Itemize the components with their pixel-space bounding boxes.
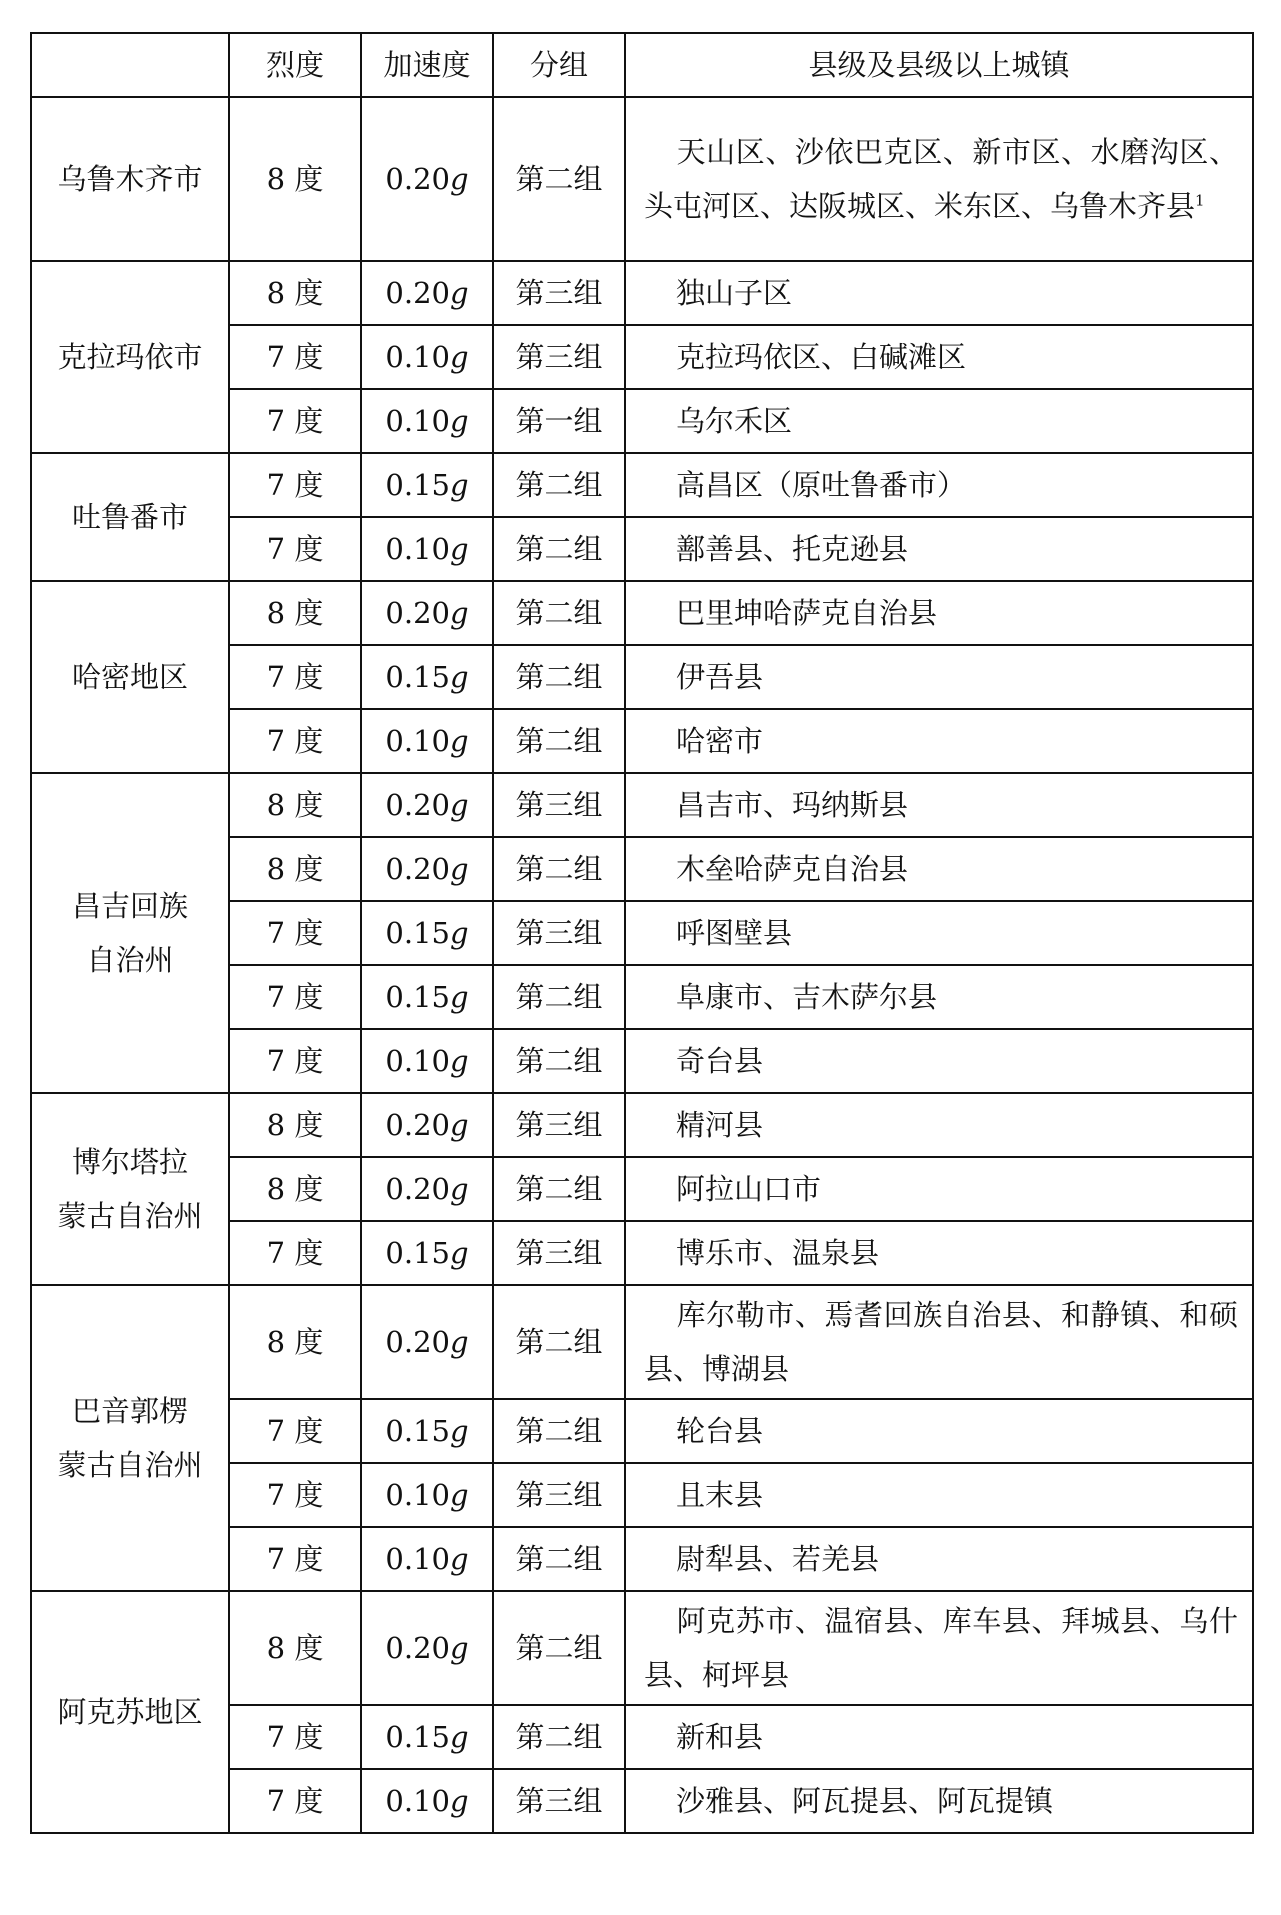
acceleration-cell — [361, 1221, 493, 1285]
region-name-line: 巴音郭楞 — [71, 1394, 188, 1428]
group-cell: 第二组 — [493, 1705, 625, 1769]
towns-text: 独山子区 — [676, 276, 793, 310]
group-cell: 第二组 — [493, 1285, 625, 1399]
acceleration-unit: g — [450, 660, 469, 694]
towns-cell — [625, 901, 1253, 965]
acceleration-value: 0.10 — [385, 1784, 450, 1818]
acceleration-value: 0.15 — [385, 1414, 450, 1448]
acceleration-unit: g — [450, 724, 469, 758]
table-row — [31, 773, 1253, 837]
towns-cell — [625, 1769, 1253, 1833]
towns-text: 博乐市、温泉县 — [676, 1236, 880, 1270]
header-region — [31, 33, 229, 97]
towns-cell — [625, 1399, 1253, 1463]
towns-text: 阿克苏市、温宿县、库车县、拜城县、乌什县、柯坪县 — [644, 1604, 1238, 1692]
region-name-line: 自治州 — [86, 943, 174, 977]
acceleration-cell — [361, 325, 493, 389]
intensity-cell: 8 度 — [229, 97, 361, 261]
towns-cell — [625, 581, 1253, 645]
towns-cell — [625, 261, 1253, 325]
acceleration-value: 0.10 — [385, 1044, 450, 1078]
acceleration-cell — [361, 709, 493, 773]
towns-cell — [625, 773, 1253, 837]
towns-text: 昌吉市、玛纳斯县 — [676, 788, 909, 822]
group-cell: 第二组 — [493, 1527, 625, 1591]
region-cell — [31, 261, 229, 453]
acceleration-cell — [361, 389, 493, 453]
intensity-cell: 7 度 — [229, 1769, 361, 1833]
acceleration-cell — [361, 1093, 493, 1157]
acceleration-unit: g — [450, 916, 469, 950]
acceleration-value: 0.10 — [385, 1542, 450, 1576]
acceleration-value: 0.15 — [385, 980, 450, 1014]
acceleration-value: 0.10 — [385, 404, 450, 438]
group-cell: 第二组 — [493, 1157, 625, 1221]
towns-cell — [625, 965, 1253, 1029]
towns-cell — [625, 1463, 1253, 1527]
acceleration-value: 0.20 — [385, 1108, 450, 1142]
towns-text: 乌尔禾区 — [676, 404, 793, 438]
towns-cell — [625, 453, 1253, 517]
acceleration-cell — [361, 1591, 493, 1705]
acceleration-cell — [361, 517, 493, 581]
table-body — [31, 97, 1253, 1833]
header-acceleration: 加速度 — [361, 33, 493, 97]
intensity-cell: 8 度 — [229, 773, 361, 837]
towns-text: 尉犁县、若羌县 — [676, 1542, 880, 1576]
header-row — [31, 33, 1253, 97]
acceleration-cell — [361, 1157, 493, 1221]
group-cell: 第二组 — [493, 709, 625, 773]
acceleration-cell — [361, 901, 493, 965]
towns-cell — [625, 1527, 1253, 1591]
group-cell: 第三组 — [493, 1221, 625, 1285]
intensity-cell: 8 度 — [229, 837, 361, 901]
table-row — [31, 453, 1253, 517]
acceleration-value: 0.15 — [385, 468, 450, 502]
towns-text: 新和县 — [676, 1720, 764, 1754]
acceleration-unit: g — [450, 852, 469, 886]
group-cell: 第二组 — [493, 453, 625, 517]
acceleration-cell — [361, 1463, 493, 1527]
acceleration-value: 0.20 — [385, 788, 450, 822]
towns-text: 轮台县 — [676, 1414, 764, 1448]
acceleration-unit: g — [450, 404, 469, 438]
intensity-cell: 7 度 — [229, 1399, 361, 1463]
intensity-cell: 7 度 — [229, 453, 361, 517]
table-row — [31, 1093, 1253, 1157]
acceleration-unit: g — [450, 468, 469, 502]
towns-cell — [625, 1285, 1253, 1399]
towns-cell — [625, 1591, 1253, 1705]
acceleration-unit: g — [450, 788, 469, 822]
intensity-cell: 7 度 — [229, 901, 361, 965]
towns-cell — [625, 97, 1253, 261]
towns-cell — [625, 709, 1253, 773]
intensity-cell: 7 度 — [229, 965, 361, 1029]
region-name: 阿克苏地区 — [57, 1695, 203, 1729]
acceleration-unit: g — [450, 1172, 469, 1206]
towns-text: 且末县 — [676, 1478, 764, 1512]
towns-cell — [625, 389, 1253, 453]
towns-cell — [625, 1093, 1253, 1157]
acceleration-cell — [361, 1285, 493, 1399]
acceleration-cell — [361, 837, 493, 901]
acceleration-cell — [361, 261, 493, 325]
acceleration-cell — [361, 581, 493, 645]
acceleration-cell — [361, 97, 493, 261]
acceleration-value: 0.20 — [385, 1172, 450, 1206]
acceleration-unit: g — [450, 980, 469, 1014]
region-name-line: 昌吉回族 — [71, 889, 188, 923]
towns-cell — [625, 325, 1253, 389]
acceleration-cell — [361, 645, 493, 709]
towns-cell — [625, 837, 1253, 901]
region-name-line: 博尔塔拉 — [71, 1145, 188, 1179]
table-row — [31, 1285, 1253, 1399]
acceleration-unit: g — [450, 1631, 469, 1665]
seismic-zoning-table — [30, 32, 1254, 1834]
intensity-cell: 8 度 — [229, 581, 361, 645]
acceleration-unit: g — [450, 1108, 469, 1142]
table-row — [31, 581, 1253, 645]
towns-text: 呼图壁县 — [676, 916, 793, 950]
acceleration-cell — [361, 1705, 493, 1769]
footnote-marker: 1 — [1195, 191, 1205, 210]
group-cell: 第二组 — [493, 97, 625, 261]
group-cell: 第二组 — [493, 837, 625, 901]
towns-text: 哈密市 — [676, 724, 764, 758]
acceleration-value: 0.20 — [385, 162, 450, 196]
group-cell: 第二组 — [493, 645, 625, 709]
acceleration-cell — [361, 965, 493, 1029]
acceleration-value: 0.10 — [385, 724, 450, 758]
acceleration-value: 0.20 — [385, 1631, 450, 1665]
towns-text: 天山区、沙依巴克区、新市区、水磨沟区、头屯河区、达阪城区、米东区、乌鲁木齐县 — [644, 135, 1238, 223]
header-intensity: 烈度 — [229, 33, 361, 97]
acceleration-value: 0.20 — [385, 596, 450, 630]
intensity-cell: 8 度 — [229, 1591, 361, 1705]
group-cell: 第三组 — [493, 1769, 625, 1833]
table-row — [31, 97, 1253, 261]
region-cell — [31, 773, 229, 1093]
towns-cell — [625, 517, 1253, 581]
group-cell: 第一组 — [493, 389, 625, 453]
intensity-cell: 7 度 — [229, 1705, 361, 1769]
group-cell: 第二组 — [493, 965, 625, 1029]
towns-text: 高昌区（原吐鲁番市） — [676, 468, 967, 502]
group-cell: 第二组 — [493, 517, 625, 581]
region-cell — [31, 1093, 229, 1285]
group-cell: 第三组 — [493, 1093, 625, 1157]
group-cell: 第三组 — [493, 261, 625, 325]
acceleration-cell — [361, 773, 493, 837]
header-towns: 县级及县级以上城镇 — [625, 33, 1253, 97]
acceleration-unit: g — [450, 1784, 469, 1818]
acceleration-value: 0.15 — [385, 660, 450, 694]
acceleration-value: 0.20 — [385, 1325, 450, 1359]
group-cell: 第三组 — [493, 1463, 625, 1527]
region-name: 乌鲁木齐市 — [57, 162, 203, 196]
group-cell: 第二组 — [493, 1029, 625, 1093]
group-cell: 第二组 — [493, 1591, 625, 1705]
region-name-line: 蒙古自治州 — [57, 1448, 203, 1482]
towns-cell — [625, 645, 1253, 709]
towns-text: 沙雅县、阿瓦提县、阿瓦提镇 — [676, 1784, 1054, 1818]
intensity-cell: 7 度 — [229, 325, 361, 389]
towns-cell — [625, 1029, 1253, 1093]
acceleration-cell — [361, 1769, 493, 1833]
towns-text: 精河县 — [676, 1108, 764, 1142]
acceleration-value: 0.15 — [385, 916, 450, 950]
acceleration-unit: g — [450, 1720, 469, 1754]
towns-text: 阿拉山口市 — [676, 1172, 822, 1206]
table-row — [31, 1591, 1253, 1705]
acceleration-unit: g — [450, 1414, 469, 1448]
intensity-cell: 8 度 — [229, 1285, 361, 1399]
acceleration-value: 0.15 — [385, 1236, 450, 1270]
intensity-cell: 7 度 — [229, 1221, 361, 1285]
towns-cell — [625, 1705, 1253, 1769]
acceleration-value: 0.10 — [385, 532, 450, 566]
intensity-cell: 8 度 — [229, 1093, 361, 1157]
acceleration-value: 0.10 — [385, 1478, 450, 1512]
intensity-cell: 7 度 — [229, 1463, 361, 1527]
acceleration-value: 0.10 — [385, 340, 450, 374]
intensity-cell: 8 度 — [229, 1157, 361, 1221]
intensity-cell: 7 度 — [229, 1029, 361, 1093]
acceleration-unit: g — [450, 162, 469, 196]
towns-text: 伊吾县 — [676, 660, 764, 694]
group-cell: 第三组 — [493, 325, 625, 389]
towns-text: 克拉玛依区、白碱滩区 — [676, 340, 967, 374]
acceleration-unit: g — [450, 596, 469, 630]
intensity-cell: 7 度 — [229, 1527, 361, 1591]
intensity-cell: 7 度 — [229, 709, 361, 773]
acceleration-unit: g — [450, 276, 469, 310]
towns-text: 阜康市、吉木萨尔县 — [676, 980, 938, 1014]
acceleration-unit: g — [450, 1044, 469, 1078]
towns-text: 木垒哈萨克自治县 — [676, 852, 909, 886]
towns-cell — [625, 1221, 1253, 1285]
region-cell — [31, 453, 229, 581]
intensity-cell: 7 度 — [229, 645, 361, 709]
region-cell — [31, 97, 229, 261]
table-row — [31, 261, 1253, 325]
towns-cell — [625, 1157, 1253, 1221]
intensity-cell: 8 度 — [229, 261, 361, 325]
towns-text: 奇台县 — [676, 1044, 764, 1078]
acceleration-unit: g — [450, 1325, 469, 1359]
acceleration-unit: g — [450, 340, 469, 374]
acceleration-unit: g — [450, 1478, 469, 1512]
acceleration-value: 0.20 — [385, 852, 450, 886]
region-cell — [31, 581, 229, 773]
region-name: 吐鲁番市 — [71, 500, 188, 534]
region-name: 克拉玛依市 — [57, 340, 203, 374]
acceleration-unit: g — [450, 532, 469, 566]
acceleration-value: 0.20 — [385, 276, 450, 310]
group-cell: 第二组 — [493, 581, 625, 645]
acceleration-value: 0.15 — [385, 1720, 450, 1754]
acceleration-cell — [361, 1399, 493, 1463]
region-cell — [31, 1591, 229, 1833]
acceleration-cell — [361, 453, 493, 517]
group-cell: 第三组 — [493, 773, 625, 837]
group-cell: 第三组 — [493, 901, 625, 965]
acceleration-unit: g — [450, 1236, 469, 1270]
towns-text: 库尔勒市、焉耆回族自治县、和静镇、和硕县、博湖县 — [644, 1298, 1238, 1386]
intensity-cell: 7 度 — [229, 389, 361, 453]
towns-text: 巴里坤哈萨克自治县 — [676, 596, 938, 630]
region-name: 哈密地区 — [71, 660, 188, 694]
region-cell — [31, 1285, 229, 1591]
intensity-cell: 7 度 — [229, 517, 361, 581]
header-group: 分组 — [493, 33, 625, 97]
group-cell: 第二组 — [493, 1399, 625, 1463]
acceleration-unit: g — [450, 1542, 469, 1576]
region-name-line: 蒙古自治州 — [57, 1199, 203, 1233]
towns-text: 鄯善县、托克逊县 — [676, 532, 909, 566]
acceleration-cell — [361, 1527, 493, 1591]
acceleration-cell — [361, 1029, 493, 1093]
